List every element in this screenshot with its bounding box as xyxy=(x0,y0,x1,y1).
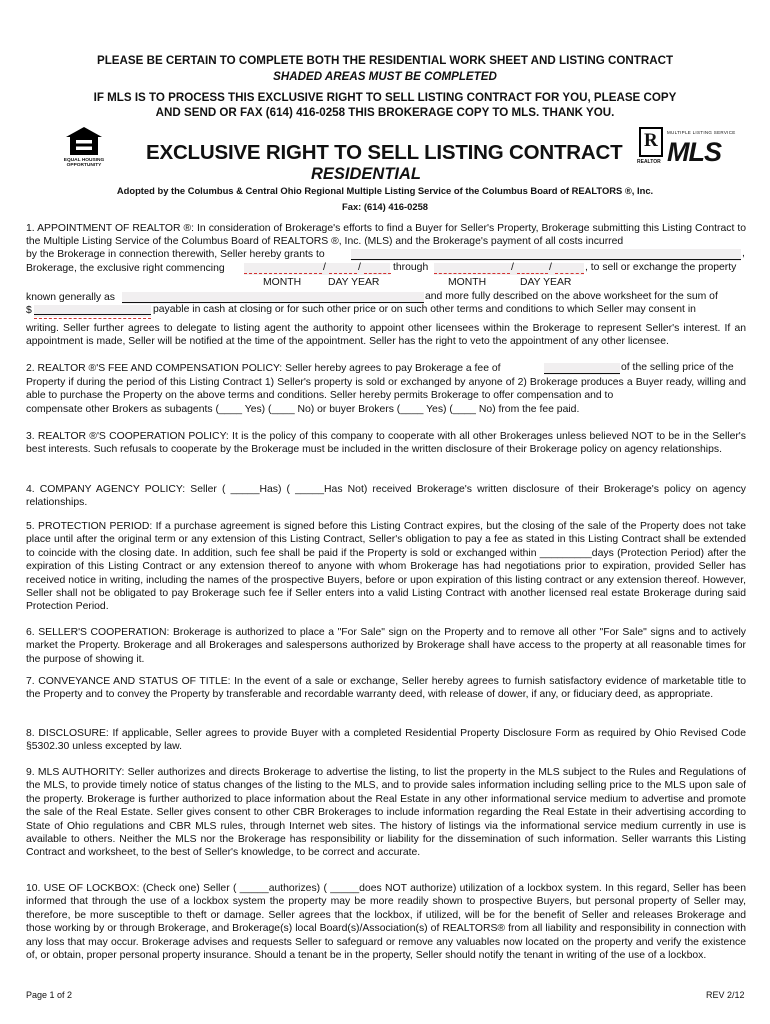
brokerage-name-field[interactable] xyxy=(351,259,741,260)
end-day-field[interactable] xyxy=(517,273,548,274)
section-2-body: Property if during the period of this Listing Contract 1) Seller's property is sold or exchanged by anyone of 2) Brokerage produces a Buyer ready, willing and able to purchase the Property on the above terms and conditions. Seller hereby permits Brokerage to offer compensation and to xyxy=(26,377,746,402)
header-line-2: SHADED AREAS MUST BE COMPLETED xyxy=(273,70,497,83)
known-as-label: known generally as xyxy=(26,292,115,303)
header-line-3: IF MLS IS TO PROCESS THIS EXCLUSIVE RIGHT TO SELL LISTING CONTRACT FOR YOU, PLEASE COPY xyxy=(93,91,677,104)
dollar-sign: $ xyxy=(26,305,32,316)
page-title: EXCLUSIVE RIGHT TO SELL LISTING CONTRACT xyxy=(146,141,623,164)
section-8: 8. DISCLOSURE: If applicable, Seller agrees to provide Buyer with a completed Residential Property Disclosure Form as required by Ohio Revised Code §5302.30 unless excepted by law. xyxy=(26,728,746,753)
realtor-mark-text: REALTOR xyxy=(637,159,661,165)
page-number: Page 1 of 2 xyxy=(26,990,73,1000)
header-line-4: AND SEND OR FAX (614) 416-0258 THIS BROKERAGE COPY TO MLS. THANK YOU. xyxy=(155,106,615,119)
section-4: 4. COMPANY AGENCY POLICY: Seller ( _____Has) ( _____Has Not) received Brokerage's written disclosure of their Brokerage's policy on agency relationships. xyxy=(26,484,746,509)
fee-field[interactable] xyxy=(544,373,620,374)
adopted-by-line: Adopted by the Columbus & Central Ohio Regional Multiple Listing Service of the Columbus Board of REALTORS ®, Inc. xyxy=(116,185,654,196)
grants-comma: , xyxy=(742,248,745,259)
price-field-highlight xyxy=(34,318,151,319)
sell-or-exchange-label: , to sell or exchange the property xyxy=(585,262,737,273)
mls-tagline: MULTIPLE LISTING SERVICE xyxy=(667,130,736,135)
page-subtitle: RESIDENTIAL xyxy=(311,165,422,183)
section-10: 10. USE OF LOCKBOX: (Check one) Seller ( _____authorizes) ( _____does NOT authorize) utilization of a lockbox system. In this regard, Seller has been informed that through the use of a lockbox system the property may be more readily shown to prospective Buyers, but personal property of Seller may, therefore, be more susceptible to theft or damage. Seller agrees that the lockbox, if utilized, will be for the benefit of Seller and releases Brokerage and those working by or through Brokerage, and Brokerage(s) local Board(s)/Association(s) of REALTORS® from all liability and responsibility in connection with any loss that may occur. Brokerage advises and requests Seller to safeguard or remove any valuables now located on the property and verify the existence of, or obtain, proper personal property insurance. Should a tenant be in the property, Seller should notify the tenant in writing of the use of a lockbox. xyxy=(26,883,746,962)
end-date-slash-1: / xyxy=(511,262,514,273)
header-line-1: PLEASE BE CERTAIN TO COMPLETE BOTH THE RESIDENTIAL WORK SHEET AND LISTING CONTRACT xyxy=(96,54,674,67)
fax-line: Fax: (614) 416-0258 xyxy=(342,201,428,212)
section-9: 9. MLS AUTHORITY: Seller authorizes and directs Brokerage to advertise the listing, to list the property in the MLS subject to the Rules and Regulations of the MLS, to provide timely notice of status changes of the listing to the MLS, and to provide sales information including selling price to the MLS upon sale of the property. Brokerage is further authorized to place information about the Real Estate in any other informational service medium to advertise and promote the sale of the Real Estate. Seller gives consent to other CBR Brokerages to include information regarding the Real Estate in their advertising according to State of Ohio regulations and CBR MLS rules, through Internet web sites. The history of listings via the informational service medium currently in use is available to others. Neither the MLS nor the Brokerage has responsibility or liability for the dissemination of such information. Seller warrants this Listing Contract and worksheet, to the best of Seller's knowledge, to be correct and accurate. xyxy=(26,767,746,859)
price-field[interactable] xyxy=(34,314,151,315)
revision-label: REV 2/12 xyxy=(706,990,745,1000)
start-month-caption: MONTH xyxy=(263,277,302,288)
start-month-field[interactable] xyxy=(244,273,322,274)
section-1-writing: writing. Seller further agrees to delegate to listing agent the authority to appoint other licensees within the Brokerage to represent Seller's interest. If an appointment is made, Seller will be notified at the time of the appointment. Seller has the right to veto the appointment of any other licensee. xyxy=(26,323,746,348)
price-shade xyxy=(34,305,151,317)
commencing-label: Brokerage, the exclusive right commencing xyxy=(26,263,225,274)
equal-housing-logo xyxy=(58,126,110,168)
mls-wordmark: MLS xyxy=(667,137,721,167)
section-5: 5. PROTECTION PERIOD: If a purchase agreement is signed before this Listing Contract expires, but the closing of the sale of the Property does not take place until after the original term or any extension of this Listing Contract, Seller's obligation to pay a fee as stated in this Listing Contract shall be extended to coincide with the closing date. In addition, such fee shall be paid if the Property is sold or exchanged within _________days (Protection Period) after the expiration of this Listing Contract or any extension thereof to anyone with whom Brokerage has had negotiations prior to expiration, provided Seller has received notice in writing, including the names of the prospective Buyers, before or upon expiration of this listing contract or any extension thereof. However, Seller shall not be obligated to pay Brokerage such fee if Seller enters into a valid Listing Contract with another licensed real estate Brokerage during said Protection Period. xyxy=(26,521,746,613)
equal-housing-text: EQUAL HOUSING OPPORTUNITY xyxy=(63,158,105,169)
end-year-field[interactable] xyxy=(555,273,584,274)
mls-logo xyxy=(637,127,741,174)
section-6: 6. SELLER'S COOPERATION: Brokerage is authorized to place a "For Sale" sign on the Property and to remove all other "For Sale" signs and to actively market the Property. Brokerage and all Brokerages and salespersons authorized by Brokerage shall have access to the property at all reasonable times for the purpose of showing it. xyxy=(26,627,746,665)
grants-to-label: by the Brokerage in connection therewith, Seller hereby grants to xyxy=(26,249,325,260)
section-2-start: 2. REALTOR ®'S FEE AND COMPENSATION POLICY: Seller hereby agrees to pay Brokerage a fee of xyxy=(26,363,501,374)
start-day-field[interactable] xyxy=(329,273,357,274)
payable-label: payable in cash at closing or for such other price or on such other terms and conditions to which Seller may consent in xyxy=(153,304,696,315)
section-2-subagents: compensate other Brokers as subagents (____ Yes) (____ No) or buyer Brokers (____ Yes) (____ No) from the fee paid. xyxy=(26,404,580,415)
equal-housing-icon xyxy=(64,126,104,156)
property-address-field[interactable] xyxy=(122,302,424,303)
start-date-slash-2: / xyxy=(358,262,361,273)
start-year-field[interactable] xyxy=(364,273,391,274)
section-3: 3. REALTOR ®'S COOPERATION POLICY: It is the policy of this company to cooperate with all other Brokerages unless believed NOT to be in the Seller's best interests. Such refusals to cooperate by the Brokerage must be included in the written disclosure of their Brokerage policy on agency relationships. xyxy=(26,431,746,456)
start-date-slash-1: / xyxy=(323,262,326,273)
section-2-start-end: of the selling price of the xyxy=(621,362,734,373)
end-date-slash-2: / xyxy=(549,262,552,273)
start-dayyear-caption: DAY YEAR xyxy=(328,277,380,288)
end-dayyear-caption: DAY YEAR xyxy=(520,277,572,288)
end-month-field[interactable] xyxy=(434,273,510,274)
section-7: 7. CONVEYANCE AND STATUS OF TITLE: In the event of a sale or exchange, Seller hereby agrees to furnish satisfactory evidence of marketable title to the Property and to convey the Property by transferable and recordable warranty deed, with release of dower, if any, or fiduciary deed, as appropriate. xyxy=(26,676,746,701)
described-label: and more fully described on the above worksheet for the sum of xyxy=(425,291,718,302)
through-label: through xyxy=(393,262,429,273)
section-1-intro: 1. APPOINTMENT OF REALTOR ®: In consideration of Brokerage's efforts to find a Buyer for Seller's Property, Brokerage submitting this Listing Contract to the Multiple Listing Service of the Columbus Board of REALTORS ®, Inc. (MLS) and the Brokerage's payment of all costs incurred xyxy=(26,223,746,248)
end-month-caption: MONTH xyxy=(448,277,487,288)
realtor-r-icon: R xyxy=(639,127,663,157)
